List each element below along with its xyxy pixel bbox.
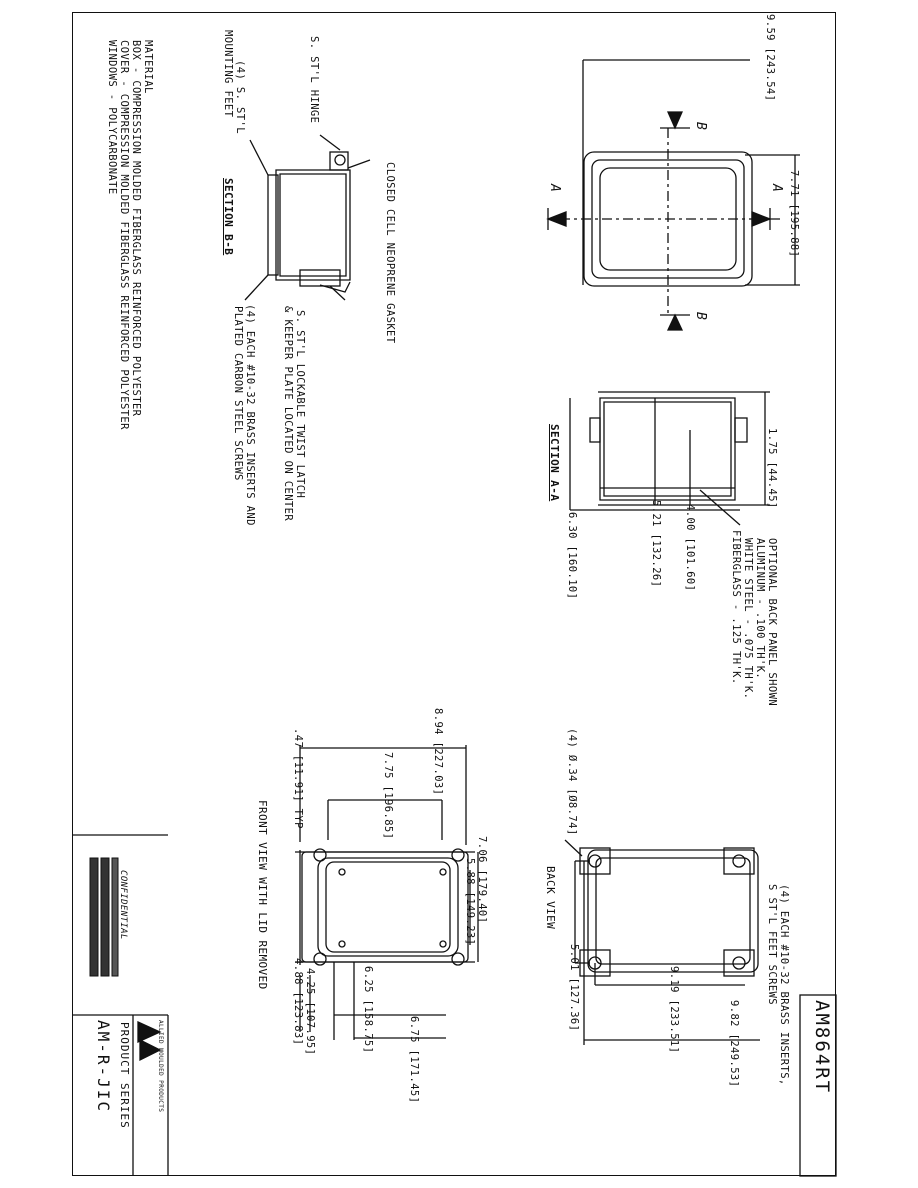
confidential-stamp	[90, 858, 118, 976]
section-aa-view	[570, 392, 770, 525]
front-view-title: FRONT VIEW WITH LID REMOVED	[256, 800, 269, 990]
front-view-dim-675: 6.75 [171.45]	[408, 1016, 420, 1104]
section-mark-b-top: B	[693, 122, 708, 131]
section-aa-dim-400: 4.00 [101.60]	[684, 504, 696, 592]
section-mark-a-left: A	[547, 184, 562, 193]
top-view	[548, 60, 800, 330]
section-bb-gasket: CLOSED CELL NEOPRENE GASKET	[384, 162, 396, 344]
section-mark-a-right: A	[769, 184, 784, 193]
confidential-label: CONFIDENTIAL	[118, 870, 128, 940]
front-view-dim-047: .47 [11.91] TYP	[292, 728, 304, 829]
part-number: AM864RT	[811, 1000, 833, 1095]
section-bb-inserts-1: (4) EACH #10-32 BRASS INSERTS AND	[244, 304, 256, 526]
section-aa-note-2: ALUMINUM - .100 TH'K.	[754, 538, 766, 680]
title-block	[72, 835, 836, 1176]
section-bb-latch-1: S. ST'L LOCKABLE TWIST LATCH	[294, 310, 306, 499]
front-view-dim-488: 4.88 [123.83]	[292, 958, 304, 1046]
material-line-windows: WINDOWS - POLYCARBONATE	[106, 40, 118, 195]
material-heading: MATERIAL	[142, 40, 154, 94]
back-view-dim-919: 9.19 [233.51]	[668, 966, 680, 1054]
top-view-dim-height: 9.59 [243.54]	[764, 14, 776, 102]
product-series-label: PRODUCT SERIES	[118, 1022, 131, 1129]
top-view-dim-width: 7.71 [195.88]	[788, 170, 800, 258]
section-aa-dim-175: 1.75 [44.45]	[766, 428, 778, 509]
back-view-dim-982: 9.82 [249.53]	[728, 1000, 740, 1088]
back-view-inserts-1: (4) EACH #10-32 BRASS INSERTS,	[778, 884, 790, 1086]
back-view-holes: (4) Ø.34 [Ø8.74]	[566, 728, 578, 836]
product-series: AM-R-JIC	[94, 1020, 113, 1114]
section-bb-feet-2: MOUNTING FEET	[222, 30, 234, 118]
section-aa-note-3: WHITE STEEL - .075 TH'K.	[742, 538, 754, 700]
section-bb-inserts-2: PLATED CARBON STEEL SCREWS	[232, 306, 244, 481]
section-aa-dim-630: 6.30 [160.10]	[566, 512, 578, 600]
section-aa-dim-521: 5.21 [132.26]	[650, 500, 662, 588]
back-view-title: BACK VIEW	[544, 866, 557, 930]
material-line-box: BOX - COMPRESSION MOLDED FIBERGLASS REINFORCED POLYESTER	[130, 40, 142, 417]
section-bb-feet-1: (4) S. ST'L	[234, 60, 246, 134]
company-name: ALLIED MOULDED PRODUCTS	[157, 1020, 164, 1113]
front-view-dim-425: 4.25 [107.95]	[304, 968, 316, 1056]
back-view-dim-501: 5.01 [127.36]	[568, 944, 580, 1032]
section-aa-note-4: FIBERGLASS - .125 TH'K.	[730, 530, 742, 685]
section-mark-b-bottom: B	[693, 312, 708, 321]
section-bb-title: SECTION B-B	[222, 178, 235, 256]
front-view-dim-775: 7.75 [196.85]	[382, 752, 394, 840]
front-view-dim-625: 6.25 [158.75]	[362, 966, 374, 1054]
section-bb-hinge: S. ST'L HINGE	[308, 36, 320, 124]
front-view-dim-894: 8.94 [227.03]	[432, 708, 444, 796]
front-view-dim-588: 5.88 [149.23]	[464, 858, 476, 946]
front-view-dim-706: 7.06 [179.40]	[476, 836, 488, 924]
section-aa-title: SECTION A-A	[548, 424, 561, 502]
back-view-inserts-2: S ST'L FEET SCREWS	[766, 884, 778, 1005]
section-aa-note-1: OPTIONAL BACK PANEL SHOWN	[766, 538, 778, 707]
section-bb-latch-2: & KEEPER PLATE LOCATED ON CENTER	[282, 306, 294, 522]
section-bb-view	[245, 135, 370, 300]
material-line-cover: COVER - COMPRESSION MOLDED FIBERGLASS REINFORCED POLYESTER	[118, 40, 130, 430]
